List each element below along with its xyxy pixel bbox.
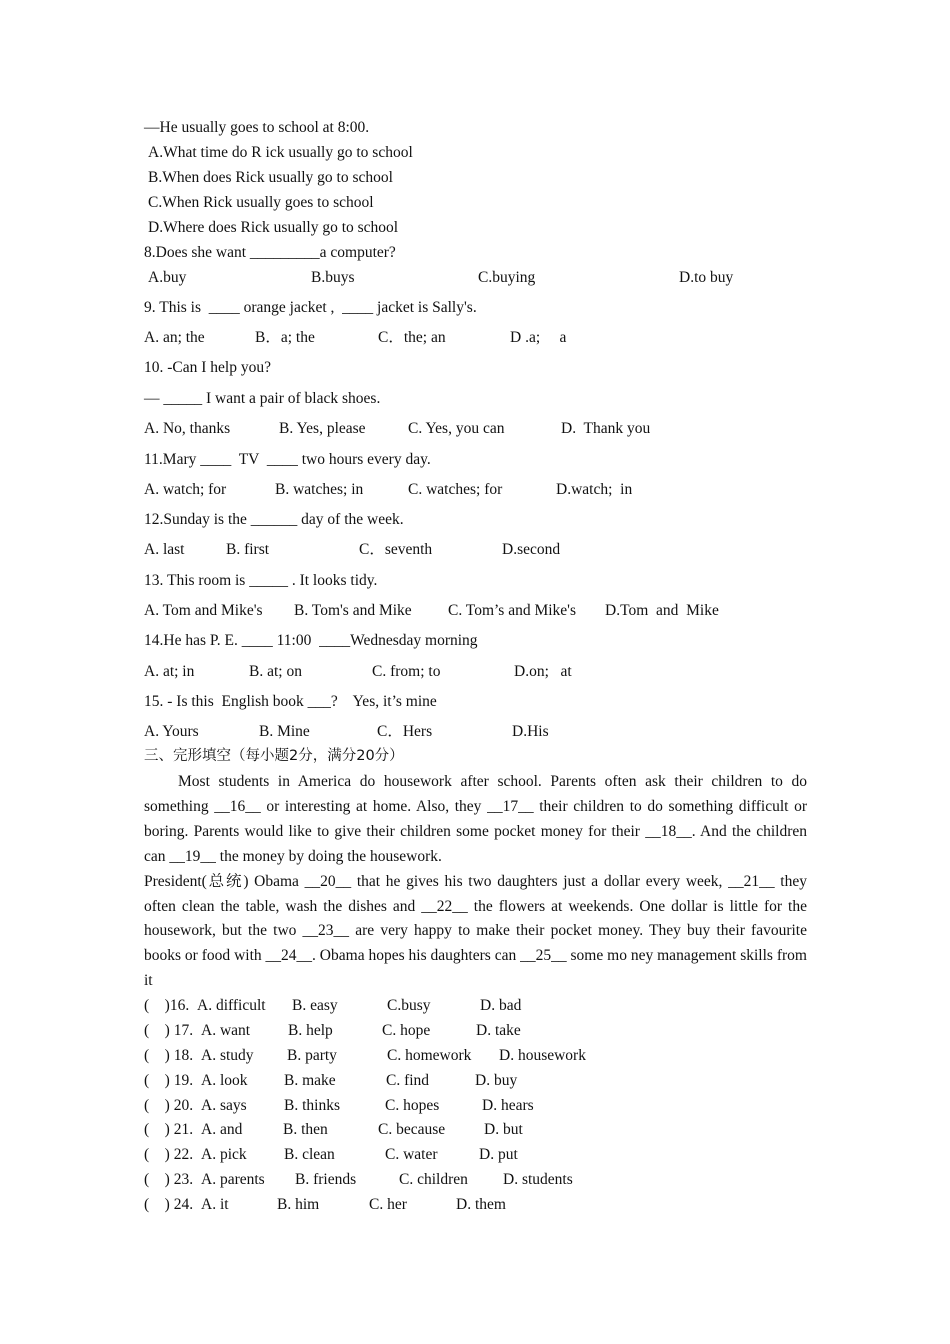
q10-stem: 10. -Can I help you? <box>144 359 271 376</box>
cloze-option-d: D. put <box>479 1146 518 1163</box>
q14-option-a: A. at; in <box>144 663 195 680</box>
q13-option-b: B. Tom's and Mike <box>294 602 412 619</box>
cloze-paragraph-1: Most students in America do housework after school. Parents often ask their children to do something __16__ or interesting at home. Also, they __17__ their children to do something difficult or boring. Parents would like to give their children some pocket money for their __18__. And the children can __19__ the money by doing the housework. <box>144 773 807 865</box>
q10-option-a: A. No, thanks <box>144 420 231 437</box>
cloze-option-d: D. but <box>484 1121 523 1138</box>
cloze-option-a: A. parents <box>201 1171 265 1188</box>
q13-option-d: D.Tom and Mike <box>605 602 719 619</box>
cloze-option-d: D. buy <box>475 1072 518 1089</box>
cloze-option-d: D. take <box>476 1022 521 1039</box>
cloze-option-d: D. students <box>503 1171 573 1188</box>
cloze-option-c: C. homework <box>387 1047 472 1064</box>
q10-stem-response: — _____ I want a pair of black shoes. <box>144 390 381 407</box>
q8-option-c: C.buying <box>478 269 536 286</box>
q12-option-d: D.second <box>502 541 561 558</box>
cloze-option-a: A. it <box>201 1196 229 1213</box>
q14-stem: 14.He has P. E. ____ 11:00 ____Wednesday morning <box>144 632 478 649</box>
cloze-option-a: A. pick <box>201 1146 247 1163</box>
q15-option-c: C．Hers <box>377 723 433 740</box>
cloze-option-c: C. because <box>378 1121 446 1138</box>
cloze-option-d: D. them <box>456 1196 506 1213</box>
cloze-option-b: B. party <box>287 1047 337 1064</box>
cloze-option-b: B. thinks <box>284 1097 340 1114</box>
q10-option-d: D. Thank you <box>561 420 651 437</box>
cloze-option-c: C. her <box>369 1196 407 1213</box>
q7-option-d: D.Where does Rick usually go to school <box>148 219 399 236</box>
cloze-option-d: D. hears <box>482 1097 534 1114</box>
cloze-option-c: C. hope <box>382 1022 431 1039</box>
cloze-option-c: C. children <box>399 1171 468 1188</box>
q14-option-b: B. at; on <box>249 663 302 680</box>
cloze-option-b: B. friends <box>295 1171 357 1188</box>
q13-stem: 13. This room is _____ . It looks tidy. <box>144 572 378 589</box>
q7-answer-line: —He usually goes to school at 8:00. <box>144 119 370 136</box>
q11-option-c: C. watches; for <box>408 481 503 498</box>
q11-option-a: A. watch; for <box>144 481 227 498</box>
cloze-number: ( ) 22. <box>144 1146 194 1163</box>
cloze-number: ( ) 24. <box>144 1196 194 1213</box>
q13-option-c: C. Tom’s and Mike's <box>448 602 577 619</box>
cloze-number: ( ) 23. <box>144 1171 194 1188</box>
cloze-option-a: A. and <box>201 1121 243 1138</box>
cloze-option-a: A. study <box>201 1047 254 1064</box>
section-3-heading: 三、完形填空（每小题2分，满分20分） <box>144 748 404 764</box>
q10-option-c: C. Yes, you can <box>408 420 505 437</box>
q10-option-b: B. Yes, please <box>279 420 366 437</box>
q11-stem: 11.Mary ____ TV ____ two hours every day. <box>144 451 431 468</box>
cloze-number: ( ) 19. <box>144 1072 194 1089</box>
q9-option-d: D .a; a <box>510 329 567 346</box>
cloze-option-d: D. bad <box>480 997 522 1014</box>
cloze-option-c: C. hopes <box>385 1097 440 1114</box>
q11-option-d: D.watch; in <box>556 481 633 498</box>
q7-option-a: A.What time do R ick usually go to school <box>148 144 413 161</box>
q15-option-b: B. Mine <box>259 723 310 740</box>
cloze-passage <box>144 770 807 994</box>
cloze-option-c: C.busy <box>387 997 431 1014</box>
q9-stem: 9. This is ____ orange jacket , ____ jacket is Sally's. <box>144 299 477 316</box>
cloze-option-a: A. difficult <box>197 997 266 1014</box>
q9-option-c: C．the; an <box>378 329 446 346</box>
q7-option-b: B.When does Rick usually go to school <box>148 169 393 186</box>
q12-stem: 12.Sunday is the ______ day of the week. <box>144 511 404 528</box>
cloze-option-c: C. find <box>386 1072 430 1089</box>
q14-option-d: D.on; at <box>514 663 572 680</box>
q15-option-d: D.His <box>512 723 549 740</box>
cloze-option-b: B. then <box>283 1121 328 1138</box>
q8-option-b: B.buys <box>311 269 355 286</box>
cloze-option-b: B. help <box>288 1022 333 1039</box>
q8-option-d: D.to buy <box>679 269 734 286</box>
cloze-option-b: B. make <box>284 1072 336 1089</box>
cloze-number: ( ) 18. <box>144 1047 194 1064</box>
cloze-number: ( ) 21. <box>144 1121 194 1138</box>
q14-option-c: C. from; to <box>372 663 441 680</box>
cloze-option-b: B. him <box>277 1196 320 1213</box>
cloze-option-c: C. water <box>385 1146 438 1163</box>
cloze-number: ( ) 20. <box>144 1097 194 1114</box>
cloze-paragraph-2: President(总统) Obama __20__ that he gives his two daughters just a dollar every week, __21__ they often clean the table, wash the dishes and __22__ the flowers at weekends. One dollar is little for the housework, but the two __23__ are very happy to make their pocket money. They buy their favourite books or food with __24__. Obama hopes his daughters can __25__ some mo ney management skills from it <box>144 872 807 990</box>
q12-option-b: B. first <box>226 541 270 558</box>
cloze-option-b: B. clean <box>284 1146 335 1163</box>
q13-option-a: A. Tom and Mike's <box>144 602 263 619</box>
cloze-option-a: A. look <box>201 1072 248 1089</box>
q11-option-b: B. watches; in <box>275 481 364 498</box>
q9-option-a: A. an; the <box>144 329 205 346</box>
q9-option-b: B．a; the <box>255 329 315 346</box>
q12-option-c: C．seventh <box>359 541 433 558</box>
cloze-number: ( ) 17. <box>144 1022 194 1039</box>
cloze-number: ( )16. <box>144 997 190 1014</box>
cloze-option-b: B. easy <box>292 997 338 1014</box>
cloze-option-d: D. housework <box>499 1047 586 1064</box>
q12-option-a: A. last <box>144 541 185 558</box>
q8-option-a: A.buy <box>148 269 187 286</box>
cloze-option-a: A. says <box>201 1097 247 1114</box>
q15-stem: 15. - Is this English book ___? Yes, it’s mine <box>144 693 437 710</box>
q7-option-c: C.When Rick usually goes to school <box>148 194 374 211</box>
q15-option-a: A. Yours <box>144 723 199 740</box>
cloze-option-a: A. want <box>201 1022 251 1039</box>
q8-stem: 8.Does she want _________a computer? <box>144 244 396 261</box>
